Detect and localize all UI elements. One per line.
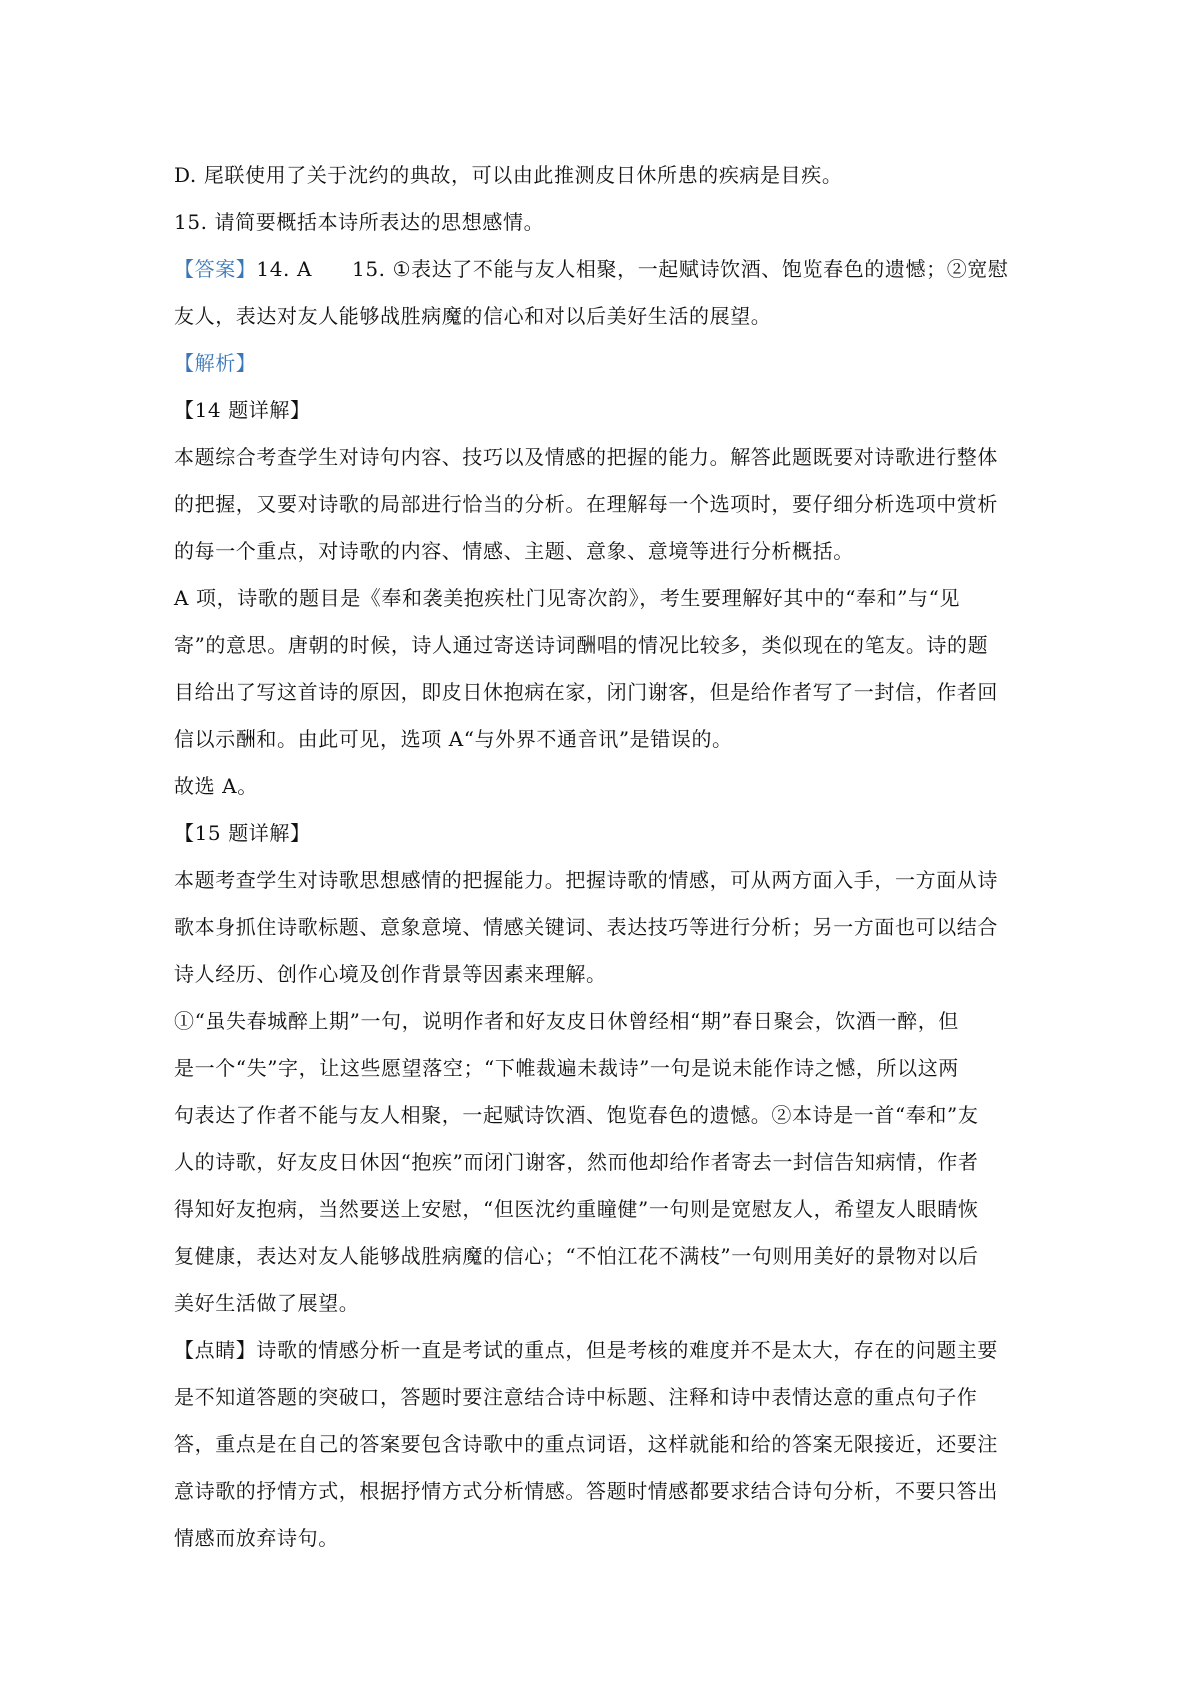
dianjing-line bbox=[174, 1327, 1034, 1374]
section-14-heading: 【14 题详解】 bbox=[174, 398, 311, 422]
paragraph-line: ①“虽失春城醉上期”一句，说明作者和好友皮日休曾经相“期”春日聚会，饮酒一醉，但 bbox=[174, 1009, 959, 1033]
option-d: D. 尾联使用了关于沈约的典故，可以由此推测皮日休所患的疾病是目疾。 bbox=[174, 163, 843, 187]
question-15: 15. 请简要概括本诗所表达的思想感情。 bbox=[174, 210, 545, 234]
paragraph-line: 的每一个重点，对诗歌的内容、情感、主题、意象、意境等进行分析概括。 bbox=[174, 539, 854, 563]
paragraph-line: 复健康，表达对友人能够战胜病魔的信心；“不怕江花不满枝”一句则用美好的景物对以后 bbox=[174, 1244, 979, 1268]
dianjing-text: 诗歌的情感分析一直是考试的重点，但是考核的难度并不是太大，存在的问题主要 bbox=[256, 1338, 999, 1362]
answer-label: 【答案】 bbox=[174, 257, 257, 281]
paragraph-line: 寄”的意思。唐朝的时候，诗人通过寄送诗词酬唱的情况比较多，类似现在的笔友。诗的题 bbox=[174, 633, 989, 657]
paragraph-line: A 项，诗歌的题目是《奉和袭美抱疾杜门见寄次韵》，考生要理解好其中的“奉和”与“见 bbox=[174, 586, 961, 610]
paragraph-line: 美好生活做了展望。 bbox=[174, 1291, 360, 1315]
document-body bbox=[174, 152, 1034, 1562]
paragraph-line: 句表达了作者不能与友人相聚，一起赋诗饮酒、饱览春色的遗憾。②本诗是一首“奉和”友 bbox=[174, 1103, 979, 1127]
paragraph-line: 本题考查学生对诗歌思想感情的把握能力。把握诗歌的情感，可从两方面入手，一方面从诗 bbox=[174, 868, 998, 892]
analysis-label: 【解析】 bbox=[174, 351, 257, 375]
section-15-heading: 【15 题详解】 bbox=[174, 821, 311, 845]
paragraph-line: 情感而放弃诗句。 bbox=[174, 1526, 339, 1550]
dianjing-label: 【点睛】 bbox=[174, 1338, 257, 1362]
paragraph-line: 得知好友抱病，当然要送上安慰，“但医沈约重瞳健”一句则是宽慰友人，希望友人眼睛恢 bbox=[174, 1197, 979, 1221]
paragraph-line: 歌本身抓住诗歌标题、意象意境、情感关键词、表达技巧等进行分析；另一方面也可以结合 bbox=[174, 915, 998, 939]
paragraph-line: 诗人经历、创作心境及创作背景等因素来理解。 bbox=[174, 962, 607, 986]
paragraph-line: 是不知道答题的突破口，答题时要注意结合诗中标题、注释和诗中表情达意的重点句子作 bbox=[174, 1385, 978, 1409]
paragraph-line: 的把握，又要对诗歌的局部进行恰当的分析。在理解每一个选项时，要仔细分析选项中赏析 bbox=[174, 492, 998, 516]
answer-line bbox=[174, 246, 1034, 293]
answer-continued: 友人，表达对友人能够战胜病魔的信心和对以后美好生活的展望。 bbox=[174, 304, 772, 328]
paragraph-line: 意诗歌的抒情方式，根据抒情方式分析情感。答题时情感都要求结合诗句分析，不要只答出 bbox=[174, 1479, 998, 1503]
paragraph-line: 目给出了写这首诗的原因，即皮日休抱病在家，闭门谢客，但是给作者写了一封信，作者回 bbox=[174, 680, 998, 704]
answer-14: 14. A bbox=[256, 257, 313, 281]
paragraph-line: 本题综合考查学生对诗句内容、技巧以及情感的把握的能力。解答此题既要对诗歌进行整体 bbox=[174, 445, 998, 469]
paragraph-line: 是一个“失”字，让这些愿望落空；“下帷裁遍未裁诗”一句是说未能作诗之憾，所以这两 bbox=[174, 1056, 959, 1080]
paragraph-line: 答，重点是在自己的答案要包含诗歌中的重点词语，这样就能和给的答案无限接近，还要注 bbox=[174, 1432, 998, 1456]
paragraph-line: 信以示酬和。由此可见，选项 A“与外界不通音讯”是错误的。 bbox=[174, 727, 733, 751]
answer-15: 15. ①表达了不能与友人相聚，一起赋诗饮酒、饱览春色的遗憾；②宽慰 bbox=[352, 257, 1009, 281]
paragraph-line: 人的诗歌，好友皮日休因“抱疾”而闭门谢客，然而他却给作者寄去一封信告知病情，作者 bbox=[174, 1150, 979, 1174]
choose-a: 故选 A。 bbox=[174, 774, 258, 798]
